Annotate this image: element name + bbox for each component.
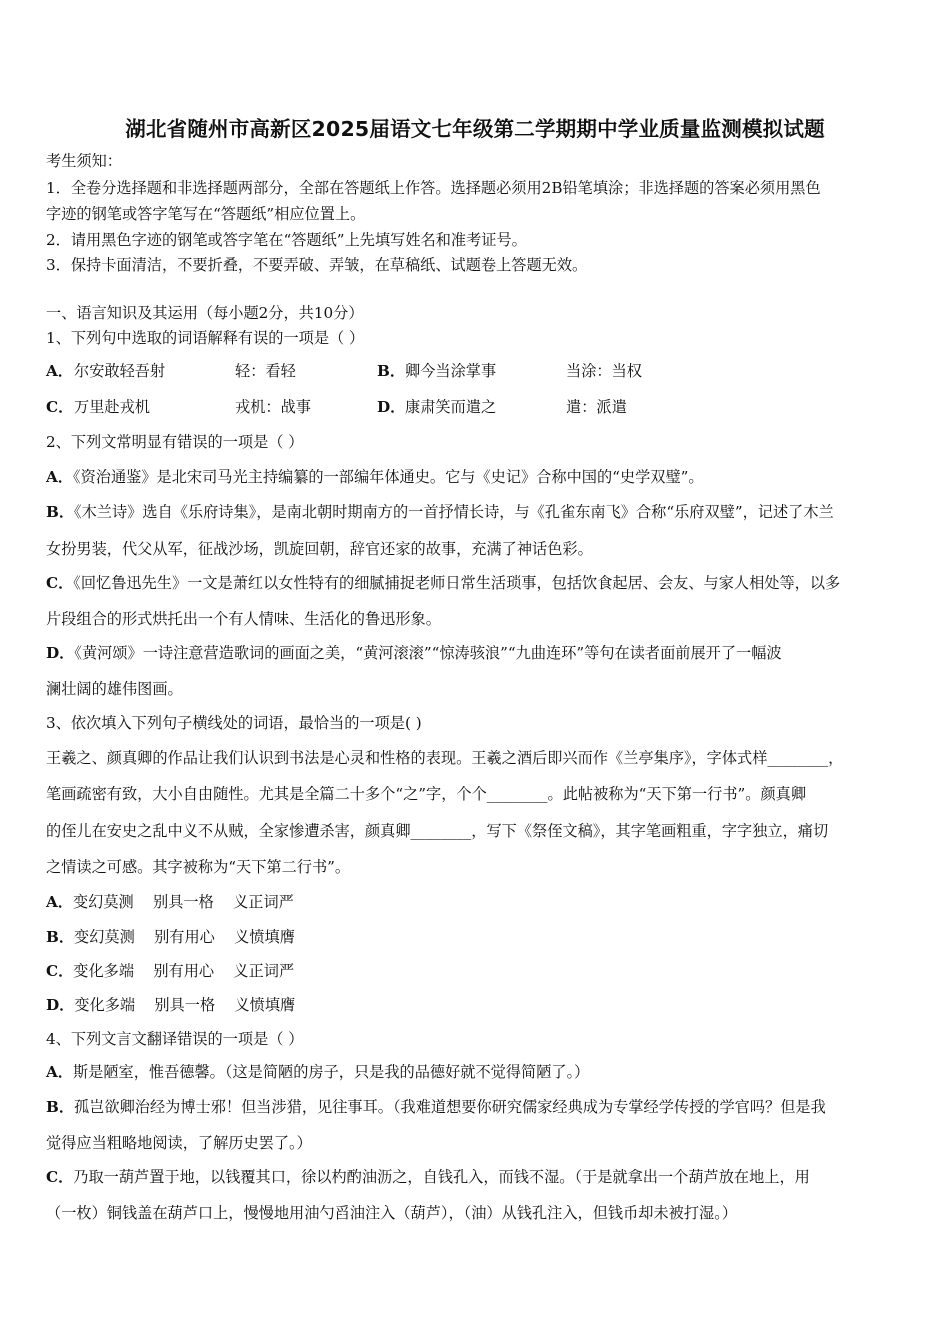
option-explanation: 当涂：当权 <box>566 362 642 380</box>
q2-option-line <box>46 538 593 559</box>
option-label: B． <box>46 503 75 521</box>
notice-item: 字迹的钢笔或答字笔写在“答题纸”相应位置上。 <box>46 205 366 223</box>
section-heading: 一、语言知识及其运用（每小题2分，共10分） <box>46 304 364 322</box>
q2-option-line <box>46 678 183 699</box>
q3-passage-line: 王羲之、颜真卿的作品让我们认识到书法是心灵和性格的表现。王羲之酒后即兴而作《兰亭集序》，字体式样________， <box>46 749 844 767</box>
option-text: （一枚）铜钱盖在葫芦口上，慢慢地用油勺舀油注入（葫芦），（油）从钱孔注入，但钱币却未被打湿。） <box>46 1204 738 1222</box>
question-1-stem: 1、下列句中选取的词语解释有误的一项是（ ） <box>46 329 365 347</box>
option-sentence: 卿今当涂掌事 <box>405 362 497 380</box>
question-2-stem: 2、下列文常明显有错误的一项是（ ） <box>46 433 304 451</box>
option-sentence: 尔安敢轻吾射 <box>74 362 166 380</box>
option-text: 片段组合的形式烘托出一个有人情味、生活化的鲁迅形象。 <box>46 610 441 628</box>
option-text: 澜壮阔的雄伟图画。 <box>46 680 183 698</box>
q2-option-line <box>46 608 441 629</box>
option-label: A． <box>46 362 73 380</box>
q3-option <box>46 926 295 947</box>
notice-item: 3．保持卡面清洁，不要折叠，不要弄破、弄皱，在草稿纸、试题卷上答题无效。 <box>46 256 588 274</box>
question-3-stem: 3、依次填入下列句子横线处的词语，最恰当的一项是( ) <box>46 714 422 732</box>
option-label: C． <box>46 398 74 416</box>
option-text: 女扮男装，代父从军，征战沙场，凯旋回朝，辞官还家的故事，充满了神话色彩。 <box>46 540 593 558</box>
q4-option-line <box>46 1132 312 1153</box>
option-label: D． <box>46 644 75 662</box>
option-text: 变化多端 别具一格 义愤填膺 <box>74 996 296 1014</box>
option-explanation: 戎机：战事 <box>235 398 311 416</box>
option-text: 《黄河颂》一诗注意营造歌词的画面之美，“黄河滚滚”“惊涛骇浪”“九曲连环”等句在读者面前展开了一幅波 <box>74 644 782 662</box>
question-4-stem: 4、下列文言文翻译错误的一项是（ ） <box>46 1030 304 1048</box>
option-text: 孤岂欲卿治经为博士邪！但当涉猎，见往事耳。（我难道想要你研究儒家经典成为专掌经学传授的学官吗？但是我 <box>74 1098 826 1116</box>
option-label: A． <box>46 468 73 486</box>
q3-passage-line: 的侄儿在安史之乱中义不从贼，全家惨遭杀害，颜真卿________，写下《祭侄文稿》，其字笔画粗重，字字独立，痛切 <box>46 822 829 840</box>
q2-option-line <box>46 572 840 593</box>
q1-option-row <box>46 360 906 382</box>
option-text: 《木兰诗》选自《乐府诗集》，是南北朝时期南方的一首抒情长诗，与《孔雀东南飞》合称“乐府双璧”，记述了木兰 <box>74 503 834 521</box>
q3-passage-line: 笔画疏密有致，大小自由随性。尤其是全篇二十多个“之”字，个个________。此帖被称为“天下第一行书”。颜真卿 <box>46 785 807 803</box>
q2-option-line <box>46 466 704 487</box>
option-label: D． <box>377 398 406 416</box>
option-text: 《资治通鉴》是北宋司马光主持编纂的一部编年体通史。它与《史记》合称中国的“史学双璧”。 <box>72 468 704 486</box>
q4-option-line <box>46 1096 826 1117</box>
notice-item: 2．请用黑色字迹的钢笔或答字笔在“答题纸”上先填写姓名和准考证号。 <box>46 231 527 249</box>
option-text: 《回忆鲁迅先生》一文是萧红以女性特有的细腻捕捉老师日常生活琐事，包括饮食起居、会友、与家人相处等，以多 <box>73 574 841 592</box>
option-text: 斯是陋室，惟吾德馨。（这是简陋的房子，只是我的品德好就不觉得简陋了。） <box>72 1063 590 1081</box>
option-text: 变化多端 别有用心 义正词严 <box>73 962 295 980</box>
q4-option-line <box>46 1166 810 1187</box>
option-label: C． <box>46 962 74 980</box>
q3-passage-line: 之情读之可感。其字被称为“天下第二行书”。 <box>46 858 351 876</box>
q3-option <box>46 960 294 981</box>
q3-option <box>46 994 295 1015</box>
option-label: A． <box>46 893 73 911</box>
option-label: B． <box>46 1098 75 1116</box>
page-title: 湖北省随州市高新区2025届语文七年级第二学期期中学业质量监测模拟试题 <box>125 117 825 141</box>
option-sentence: 康肃笑而遣之 <box>405 398 497 416</box>
q2-option-line <box>46 501 834 522</box>
q4-option-line <box>46 1202 737 1223</box>
q4-option-line <box>46 1061 589 1082</box>
option-text: 乃取一葫芦置于地，以钱覆其口，徐以杓酌油沥之，自钱孔入，而钱不湿。（于是就拿出一个葫芦放在地上，用 <box>73 1168 810 1186</box>
option-text: 觉得应当粗略地阅读，了解历史罢了。） <box>46 1134 312 1152</box>
notice-item: 1．全卷分选择题和非选择题两部分，全部在答题纸上作答。选择题必须用2B铅笔填涂；非选择题的答案必须用黑色 <box>46 179 821 197</box>
option-label: B． <box>377 362 406 380</box>
q3-option <box>46 891 294 912</box>
option-label: C． <box>46 574 74 592</box>
notice-heading: 考生须知： <box>46 152 122 170</box>
option-explanation: 轻：看轻 <box>235 362 296 380</box>
option-label: B． <box>46 928 75 946</box>
option-label: C． <box>46 1168 74 1186</box>
option-text: 变幻莫测 别具一格 义正词严 <box>72 893 294 911</box>
option-label: A． <box>46 1063 73 1081</box>
option-explanation: 遣：派遣 <box>566 398 627 416</box>
option-text: 变幻莫测 别有用心 义愤填膺 <box>74 928 295 946</box>
q1-option-row <box>46 396 906 418</box>
option-label: D． <box>46 996 75 1014</box>
q2-option-line <box>46 642 782 663</box>
option-sentence: 万里赴戎机 <box>74 398 150 416</box>
